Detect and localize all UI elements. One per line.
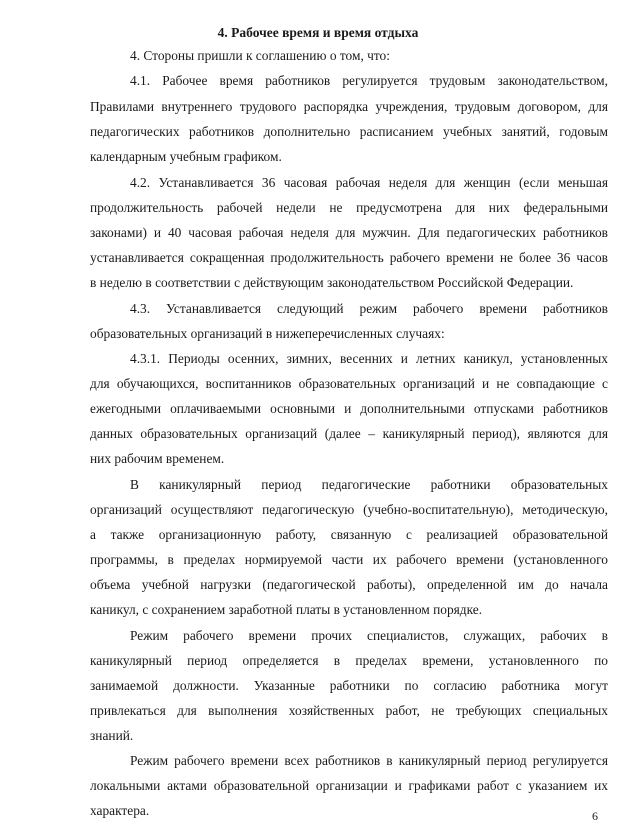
paragraph-vacation-work-line: организаций осуществляют педагогическую (учебно-воспитательную), методическую,: [90, 502, 608, 517]
paragraph-vacation-work-line: В каникулярный период педагогические работники образовательных: [130, 477, 608, 492]
paragraph-4-3-1-line: для обучающихся, воспитанников образовательных организаций и не совпадающие с: [90, 376, 608, 391]
paragraph-other-staff-line: знаний.: [90, 728, 134, 743]
paragraph-4-3-1-line: 4.3.1. Периоды осенних, зимних, весенних и летних каникул, установленных: [130, 351, 608, 366]
paragraph-4-2-line: законами) и 40 часовая рабочая неделя для мужчин. Для педагогических работников: [90, 225, 608, 240]
paragraph-regulation-line: Режим рабочего времени всех работников в каникулярный период регулируется: [130, 753, 608, 768]
paragraph-vacation-work-line: объема учебной нагрузки (педагогической работы), определенной им до начала: [90, 577, 608, 592]
paragraph-4-3-1-line: ежегодными оплачиваемыми основными и дополнительными отпусками работников: [90, 401, 608, 416]
paragraph-4-2-line: продолжительность рабочей недели не предусмотрена для них федеральными: [90, 200, 608, 215]
paragraph-other-staff-line: занимаемой должности. Указанные работники по согласию работника могут: [90, 678, 608, 693]
paragraph-4-1-line: календарным учебным графиком.: [90, 149, 282, 164]
paragraph-regulation-line: характера.: [90, 803, 150, 818]
paragraph-regulation-line: локальными актами образовательной организации и графиками работ с указанием их: [90, 778, 608, 793]
paragraph-4-2-line: в неделю в соответствии с действующим законодательством Российской Федерации.: [90, 275, 574, 290]
paragraph-4-2-line: устанавливается сокращенная продолжительность рабочего времени не более 36 часов: [90, 250, 608, 265]
intro-line: 4. Стороны пришли к соглашению о том, что:: [130, 48, 390, 63]
paragraph-other-staff-line: привлекаться для выполнения хозяйственных работ, не требующих специальных: [90, 703, 608, 718]
paragraph-4-2-line: 4.2. Устанавливается 36 часовая рабочая неделя для женщин (если меньшая: [130, 175, 608, 190]
paragraph-4-3-1-line: данных образовательных организаций (далее – каникулярный период), являются для: [90, 426, 608, 441]
paragraph-vacation-work-line: каникул, с сохранением заработной платы в установленном порядке.: [90, 602, 483, 617]
page-number: 6: [592, 809, 598, 823]
paragraph-4-1-line: Правилами внутреннего трудового распорядка учреждения, трудовым договором, для: [90, 99, 608, 114]
section-heading: 4. Рабочее время и время отдыха: [217, 25, 419, 40]
paragraph-4-3-1-line: них рабочим временем.: [90, 451, 225, 466]
paragraph-vacation-work-line: а также организационную работу, связанную с реализацией образовательной: [90, 527, 608, 542]
paragraph-4-3-line: 4.3. Устанавливается следующий режим рабочего времени работников: [130, 301, 608, 316]
paragraph-4-3-line: образовательных организаций в нижеперечисленных случаях:: [90, 326, 445, 341]
paragraph-other-staff-line: Режим рабочего времени прочих специалистов, служащих, рабочих в: [130, 628, 608, 643]
paragraph-4-1-line: педагогических работников дополнительно расписанием учебных занятий, годовым: [90, 124, 608, 139]
paragraph-other-staff-line: каникулярный период определяется в пределах времени, установленного по: [90, 653, 608, 668]
paragraph-4-1-line: 4.1. Рабочее время работников регулируется трудовым законодательством,: [130, 73, 608, 88]
paragraph-vacation-work-line: программы, в пределах нормируемой части их рабочего времени (установленного: [90, 552, 608, 567]
